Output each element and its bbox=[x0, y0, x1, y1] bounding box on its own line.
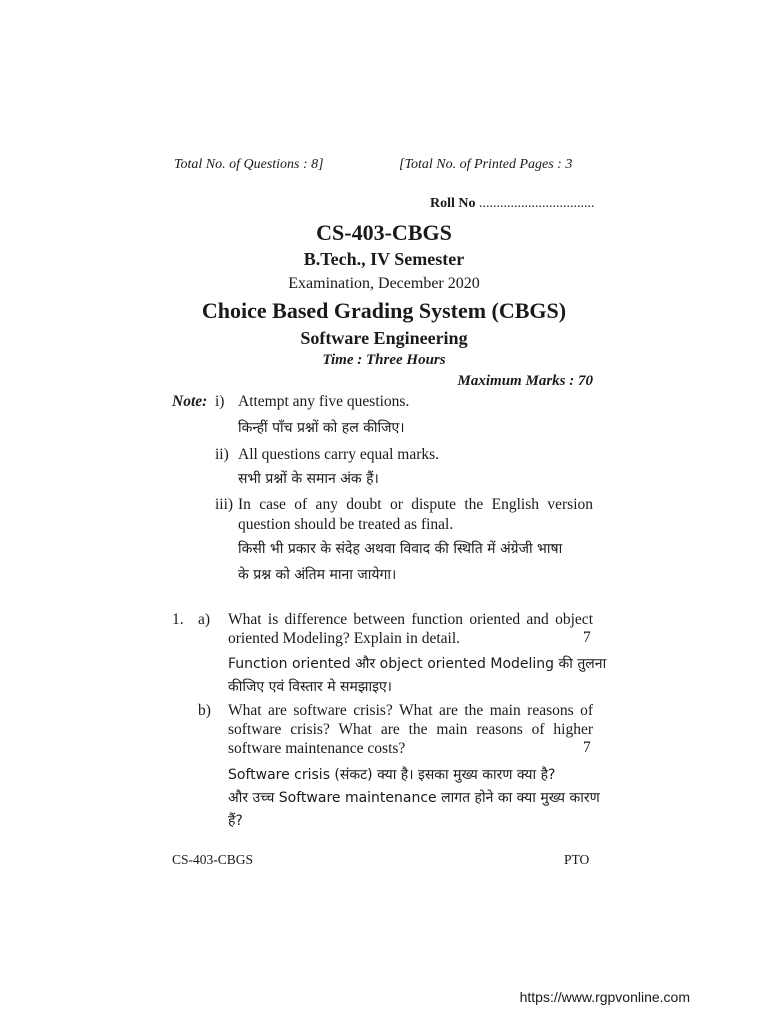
question-1b-marks: 7 bbox=[583, 739, 591, 756]
note-2-english: All questions carry equal marks. bbox=[238, 446, 440, 463]
roll-number bbox=[430, 196, 595, 212]
maximum-marks: Maximum Marks : 70 bbox=[457, 373, 593, 389]
question-1a-label: a) bbox=[198, 611, 211, 628]
note-3-number: iii) bbox=[215, 496, 234, 513]
note-label: Note: bbox=[172, 393, 208, 410]
question-1a-marks: 7 bbox=[583, 629, 591, 646]
note-2-hindi: सभी प्रश्नों के समान अंक हैं। bbox=[238, 471, 379, 487]
note-1-english: Attempt any five questions. bbox=[238, 393, 410, 410]
note-2-number: ii) bbox=[215, 446, 229, 463]
footer-paper-code: CS-403-CBGS bbox=[172, 852, 254, 867]
note-3-hindi-line1: किसी भी प्रकार के संदेह अथवा विवाद की स्थिति में अंग्रेजी भाषा bbox=[238, 541, 563, 557]
question-1b-line3: software maintenance costs? bbox=[228, 740, 406, 757]
question-1b-label: b) bbox=[198, 702, 211, 719]
total-pages: [Total No. of Printed Pages : 3 bbox=[399, 157, 573, 172]
note-3-english-line1: In case of any doubt or dispute the English version bbox=[238, 496, 593, 513]
total-questions: Total No. of Questions : 8] bbox=[174, 157, 324, 172]
note-1-hindi: किन्हीं पाँच प्रश्नों को हल कीजिए। bbox=[238, 420, 405, 436]
question-1-number: 1. bbox=[172, 611, 184, 628]
roll-label: Roll No bbox=[430, 196, 476, 211]
question-1a-line2: oriented Modeling? Explain in detail. bbox=[228, 630, 461, 647]
question-1b-hindi-line3: हैं? bbox=[228, 813, 243, 829]
watermark-url: https://www.rgpvonline.com bbox=[519, 989, 690, 1005]
footer-pto: PTO bbox=[564, 852, 590, 867]
question-1b-hindi-line2: और उच्च Software maintenance लागत होने का क्या मुख्य कारण bbox=[228, 790, 600, 806]
note-3-hindi-line2: के प्रश्न को अंतिम माना जायेगा। bbox=[238, 567, 397, 583]
time-allowed: Time : Three Hours bbox=[322, 352, 446, 368]
note-1-number: i) bbox=[215, 393, 225, 410]
question-1b-line2: software crisis? What are the main reasons of higher bbox=[228, 721, 593, 738]
question-1a-hindi-line2: कीजिए एवं विस्तार मे समझाइए। bbox=[228, 679, 392, 695]
system-title: Choice Based Grading System (CBGS) bbox=[201, 298, 567, 323]
question-1a-hindi-line1: Function oriented और object oriented Modeling की तुलना bbox=[228, 656, 607, 672]
roll-dots: ................................. bbox=[479, 196, 595, 211]
program-title: B.Tech., IV Semester bbox=[303, 249, 465, 269]
note-3-english-line2: question should be treated as final. bbox=[238, 516, 454, 533]
question-1b-hindi-line1: Software crisis (संकट) क्या है। इसका मुख्य कारण क्या है? bbox=[228, 767, 556, 783]
question-1a-line1: What is difference between function oriented and object bbox=[228, 611, 593, 628]
question-1b-line1: What are software crisis? What are the main reasons of bbox=[228, 702, 593, 719]
exam-title: Examination, December 2020 bbox=[288, 275, 480, 292]
paper-code: CS-403-CBGS bbox=[316, 220, 452, 245]
subject-title: Software Engineering bbox=[300, 328, 468, 348]
